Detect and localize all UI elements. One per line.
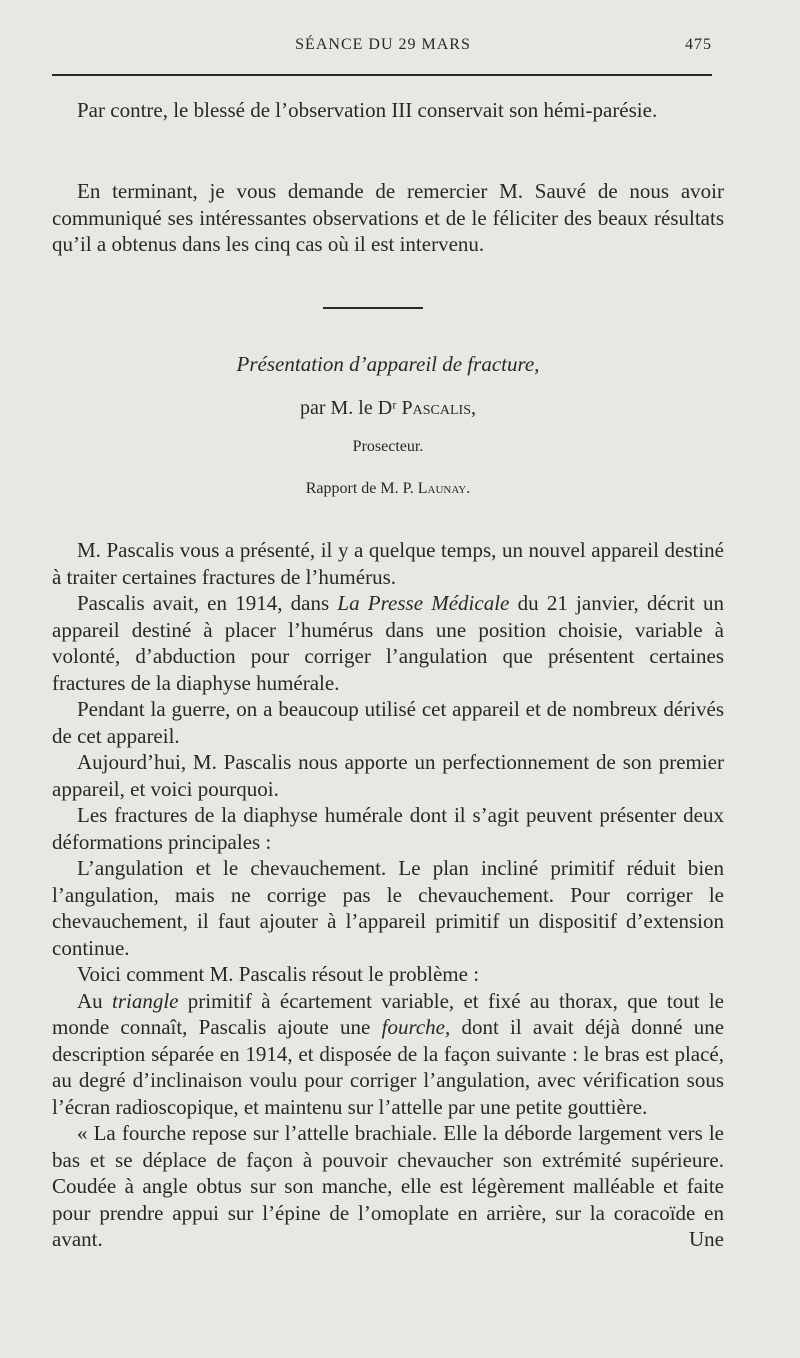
reporter-name: M. P. Launay. (380, 480, 471, 497)
intro-text (52, 97, 724, 124)
term-fourche: fourche, (381, 1015, 451, 1039)
header-rule (52, 74, 712, 76)
paragraph: L’angulation et le chevauchement. Le plan incliné primitif réduit bien l’angulation, mais ne corrige pas le chevauchement. Pour corriger le chevauchement, il faut ajouter à l’appareil primitif un dispositif d’extension continue. (52, 856, 724, 960)
page-number: 475 (685, 36, 712, 53)
author-role: Prosecteur. (352, 438, 424, 455)
report-body (52, 537, 724, 1253)
section-divider (323, 307, 423, 309)
author-line (52, 397, 724, 420)
journal-title: La Presse Médicale (337, 591, 510, 615)
paragraph: En terminant, je vous demande de remercier M. Sauvé de nous avoir communiqué ses intéressantes observations et de le féliciter des beaux résultats qu’il a obtenus dans les cinq cas où il est intervenu. (52, 179, 724, 256)
term-triangle: triangle (111, 988, 179, 1013)
paragraph: Pendant la guerre, on a beaucoup utilisé cet appareil et de nombreux dérivés de cet appareil. (52, 697, 724, 748)
running-header (54, 36, 712, 58)
closing-text (52, 178, 724, 258)
author-name: Pascalis, (401, 397, 476, 419)
paragraph: Aujourd’hui, M. Pascalis nous apporte un perfectionnement de son premier appareil, et voici pourquoi. (52, 750, 724, 801)
paragraph: Les fractures de la diaphyse humérale dont il s’agit peuvent présenter deux déformations principales : (52, 803, 724, 854)
author-prefix: par M. le Dʳ (299, 397, 397, 419)
paragraph: Pascalis avait, en 1914, dans La Presse Médicale du 21 janvier, décrit un appareil destiné à placer l’humérus dans une position choisie, variable à volonté, d’abduction pour corriger l’angulation que présentent certaines fractures de la diaphyse humérale. (52, 591, 725, 695)
paragraph: « La fourche repose sur l’attelle brachiale. Elle la déborde largement vers le bas et se déplace de façon à pouvoir chevaucher son extrémité supérieure. Coudée à angle obtus sur son manche, elle est légèrement malléable et faite pour prendre appui sur l’épine de l’omoplate en arrière, sur la coracoïde en avant. Une (52, 1121, 724, 1251)
section-title: Présentation d’appareil de fracture, (236, 352, 540, 376)
paragraph: Par contre, le blessé de l’observation III conservait son hémi-parésie. (77, 98, 658, 122)
paragraph: M. Pascalis vous a présenté, il y a quelque temps, un nouvel appareil destiné à traiter certaines fractures de l’humérus. (52, 538, 724, 589)
running-title: SÉANCE DU 29 MARS (295, 36, 471, 53)
paragraph: Au triangle primitif à écartement variable, et fixé au thorax, que tout le monde connaît, Pascalis ajoute une fourche, dont il avait déjà donné une description séparée en 1914, et disposée de la façon suivante : le bras est placé, au degré d’inclinaison voulu pour corriger l’angulation, avec vérification sous l’écran radioscopique, et maintenu sur l’attelle par une petite gouttière. (52, 988, 725, 1119)
report-prefix: Rapport de (305, 480, 377, 497)
paragraph: Voici comment M. Pascalis résout le problème : (77, 962, 480, 986)
report-line (52, 480, 724, 498)
